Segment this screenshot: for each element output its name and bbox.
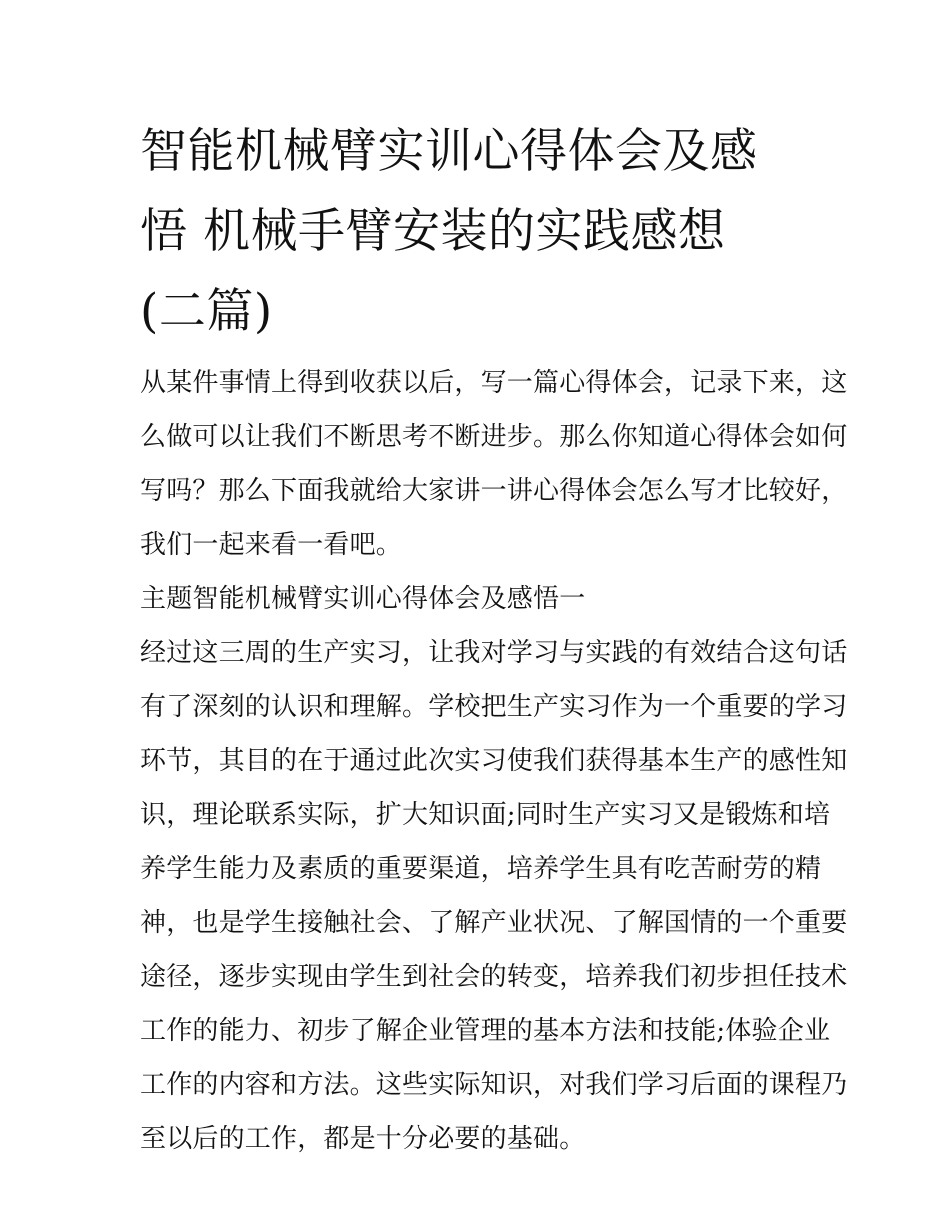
body-text [140,356,848,1166]
paragraph-line: 工作的能力、初步了解企业管理的基本方法和技能;体验企业 [140,1016,831,1046]
paragraph-line: 神，也是学生接触社会、了解产业状况、了解国情的一个重要 [140,908,848,938]
intro-line: 从某件事情上得到收获以后，写一篇心得体会，记录下来，这 [140,368,848,398]
title-line: 悟 机械手臂安装的实践感想 [140,204,726,259]
paragraph-line: 途径，逐步实现由学生到社会的转变，培养我们初步担任技术 [140,962,848,992]
paragraph-line: 识，理论联系实际，扩大知识面;同时生产实习又是锻炼和培 [140,800,831,830]
paragraph-line: 至以后的工作，都是十分必要的基础。 [140,1124,586,1154]
intro-line: 么做可以让我们不断思考不断进步。那么你知道心得体会如何 [140,422,848,452]
intro-line: 写吗？那么下面我就给大家讲一讲心得体会怎么写才比较好， [140,476,848,506]
paragraph-line: 养学生能力及素质的重要渠道，培养学生具有吃苦耐劳的精 [140,854,822,884]
title-line: 智能机械臂实训心得体会及感 [140,124,758,179]
paragraph-line: 有了深刻的认识和理解。学校把生产实习作为一个重要的学习 [140,692,848,722]
page-title [140,112,820,352]
paragraph-line: 经过这三周的生产实习，让我对学习与实践的有效结合这句话 [140,638,848,668]
intro-line: 我们一起来看一看吧。 [140,530,403,560]
section-heading: 主题智能机械臂实训心得体会及感悟一 [140,584,586,614]
paragraph-line: 环节，其目的在于通过此次实习使我们获得基本生产的感性知 [140,746,848,776]
paragraph-line: 工作的内容和方法。这些实际知识，对我们学习后面的课程乃 [140,1070,848,1100]
title-line: (二篇) [140,284,273,339]
